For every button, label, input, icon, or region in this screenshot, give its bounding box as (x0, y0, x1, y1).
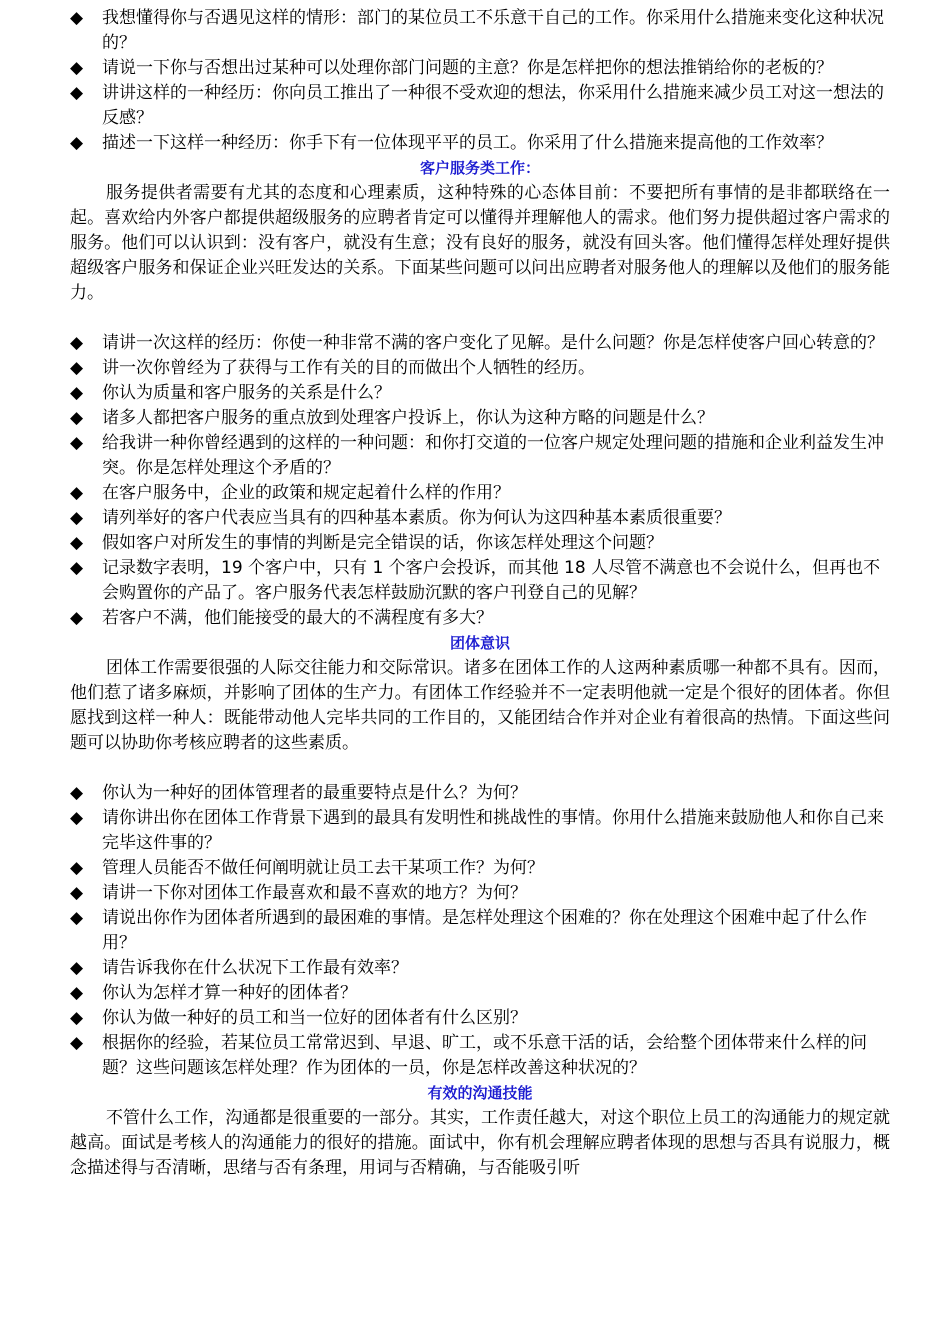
list-item-text: 你认为做一种好的员工和当一位好的团体者有什么区别？ (102, 1008, 527, 1028)
diamond-bullet-icon: ◆ (70, 8, 84, 28)
diamond-bullet-icon: ◆ (70, 533, 84, 553)
list-item-text: 描述一下这样一种经历：你手下有一位体现平平的员工。你采用了什么措施来提高他的工作效率？ (102, 133, 833, 153)
section-heading-customer-service: 客户服务类工作： (419, 159, 540, 177)
list-item (70, 606, 890, 631)
list-item-text: 请你讲出你在团体工作背景下遇到的最具有发明性和挑战性的事情。你用什么措施来鼓励他人和你自己来完毕这件事的？ (102, 808, 884, 853)
list-item (70, 956, 890, 981)
list-item (70, 906, 890, 956)
list-item-text: 讲一次你曾经为了获得与工作有关的目的而做出个人牺牲的经历。 (102, 358, 595, 378)
list-item-text: 请说出你作为团体者所遇到的最困难的事情。是怎样处理这个困难的？你在处理这个困难中起了什么作用？ (102, 908, 867, 953)
diamond-bullet-icon: ◆ (70, 1008, 84, 1028)
diamond-bullet-icon: ◆ (70, 808, 84, 828)
list-item-text: 记录数字表明，19 个客户中，只有 1 个客户会投诉，而其他 18 人尽管不满意也不会说什么，但再也不会购置你的产品了。客户服务代表怎样鼓励沉默的客户刊登自己的见解？ (102, 558, 881, 603)
list-item-text: 请告诉我你在什么状况下工作最有效率？ (102, 958, 408, 978)
list-item-text: 若客户不满，他们能接受的最大的不满程度有多大？ (102, 608, 493, 628)
list-item-text: 诸多人都把客户服务的重点放到处理客户投诉上，你认为这种方略的问题是什么？ (102, 408, 714, 428)
document-page (70, 6, 890, 1181)
list-item-text: 请讲一次这样的经历：你使一种非常不满的客户变化了见解。是什么问题？你是怎样使客户回心转意的？ (102, 333, 884, 353)
list-item (70, 781, 890, 806)
diamond-bullet-icon: ◆ (70, 83, 84, 103)
list-item-text: 你认为怎样才算一种好的团体者？ (102, 983, 357, 1003)
spacer (70, 306, 890, 331)
diamond-bullet-icon: ◆ (70, 908, 84, 928)
list-item (70, 481, 890, 506)
list-item-text: 管理人员能否不做任何阐明就让员工去干某项工作？为何？ (102, 858, 544, 878)
list-item (70, 356, 890, 381)
list-item (70, 6, 890, 56)
diamond-bullet-icon: ◆ (70, 783, 84, 803)
list-item (70, 81, 890, 131)
diamond-bullet-icon: ◆ (70, 958, 84, 978)
section-paragraph: 团体工作需要很强的人际交往能力和交际常识。诸多在团体工作的人这两种素质哪一种都不具有。因而，他们惹了诸多麻烦，并影响了团体的生产力。有团体工作经验并不一定表明他就一定是个很好的团体者。你但愿找到这样一种人：既能带动他人完毕共同的工作目的，又能团结合作并对企业有着很高的热情。下面这些问题可以协助你考核应聘者的这些素质。 (70, 658, 890, 753)
diamond-bullet-icon: ◆ (70, 433, 84, 453)
diamond-bullet-icon: ◆ (70, 608, 84, 628)
list-item-text: 在客户服务中，企业的政策和规定起着什么样的作用？ (102, 483, 510, 503)
list-item-text: 给我讲一种你曾经遇到的这样的一种问题：和你打交道的一位客户规定处理问题的措施和企业利益发生冲突。你是怎样处理这个矛盾的？ (102, 433, 884, 478)
list-item (70, 131, 890, 156)
list-item (70, 856, 890, 881)
list-item-text: 请说一下你与否想出过某种可以处理你部门问题的主意？你是怎样把你的想法推销给你的老板的？ (102, 58, 833, 78)
diamond-bullet-icon: ◆ (70, 983, 84, 1003)
list-item (70, 406, 890, 431)
list-item (70, 1031, 890, 1081)
list-item (70, 531, 890, 556)
diamond-bullet-icon: ◆ (70, 58, 84, 78)
diamond-bullet-icon: ◆ (70, 383, 84, 403)
list-item-text: 假如客户对所发生的事情的判断是完全错误的话，你该怎样处理这个问题？ (102, 533, 663, 553)
diamond-bullet-icon: ◆ (70, 333, 84, 353)
list-item-text: 根据你的经验，若某位员工常常迟到、早退、旷工，或不乐意干活的话，会给整个团体带来什么样的问题？这些问题该怎样处理？作为团体的一员，你是怎样改善这种状况的？ (102, 1033, 867, 1078)
spacer (70, 756, 890, 781)
bullet-list-customer-service (70, 331, 890, 631)
list-item (70, 881, 890, 906)
diamond-bullet-icon: ◆ (70, 558, 84, 578)
section-paragraph: 服务提供者需要有尤其的态度和心理素质，这种特殊的心态体目前：不要把所有事情的是非都联络在一起。喜欢给内外客户都提供超级服务的应聘者肯定可以懂得并理解他人的需求。他们努力提供超过客户需求的服务。他们可以认识到：没有客户，就没有生意；没有良好的服务，就没有回头客。他们懂得怎样处理好提供超级客户服务和保证企业兴旺发达的关系。下面某些问题可以问出应聘者对服务他人的理解以及他们的服务能力。 (70, 183, 890, 303)
list-item (70, 556, 890, 606)
section-heading-communication: 有效的沟通技能 (427, 1084, 533, 1102)
list-item-text: 讲讲这样的一种经历：你向员工推出了一种很不受欢迎的想法，你采用什么措施来减少员工对这一想法的反感？ (102, 83, 884, 128)
diamond-bullet-icon: ◆ (70, 1033, 84, 1053)
section-heading-teamwork: 团体意识 (449, 634, 510, 652)
list-item (70, 431, 890, 481)
section-paragraph: 不管什么工作，沟通都是很重要的一部分。其实，工作责任越大，对这个职位上员工的沟通能力的规定就越高。面试是考核人的沟通能力的很好的措施。面试中，你有机会理解应聘者体现的思想与否具有说服力，概念描述得与否清晰，思绪与否有条理，用词与否精确，与否能吸引听 (70, 1108, 890, 1178)
list-item-text: 请列举好的客户代表应当具有的四种基本素质。你为何认为这四种基本素质很重要？ (102, 508, 731, 528)
diamond-bullet-icon: ◆ (70, 358, 84, 378)
diamond-bullet-icon: ◆ (70, 858, 84, 878)
list-item-text: 你认为一种好的团体管理者的最重要特点是什么？为何？ (102, 783, 527, 803)
diamond-bullet-icon: ◆ (70, 408, 84, 428)
list-item (70, 506, 890, 531)
list-item (70, 56, 890, 81)
diamond-bullet-icon: ◆ (70, 483, 84, 503)
list-item-text: 你认为质量和客户服务的关系是什么？ (102, 383, 391, 403)
diamond-bullet-icon: ◆ (70, 133, 84, 153)
list-item-text: 请讲一下你对团体工作最喜欢和最不喜欢的地方？为何？ (102, 883, 527, 903)
bullet-list-management (70, 6, 890, 156)
bullet-list-teamwork (70, 781, 890, 1081)
list-item (70, 981, 890, 1006)
list-item (70, 381, 890, 406)
diamond-bullet-icon: ◆ (70, 508, 84, 528)
list-item (70, 1006, 890, 1031)
diamond-bullet-icon: ◆ (70, 883, 84, 903)
list-item (70, 331, 890, 356)
list-item (70, 806, 890, 856)
list-item-text: 我想懂得你与否遇见这样的情形：部门的某位员工不乐意干自己的工作。你采用什么措施来变化这种状况的？ (102, 8, 884, 53)
